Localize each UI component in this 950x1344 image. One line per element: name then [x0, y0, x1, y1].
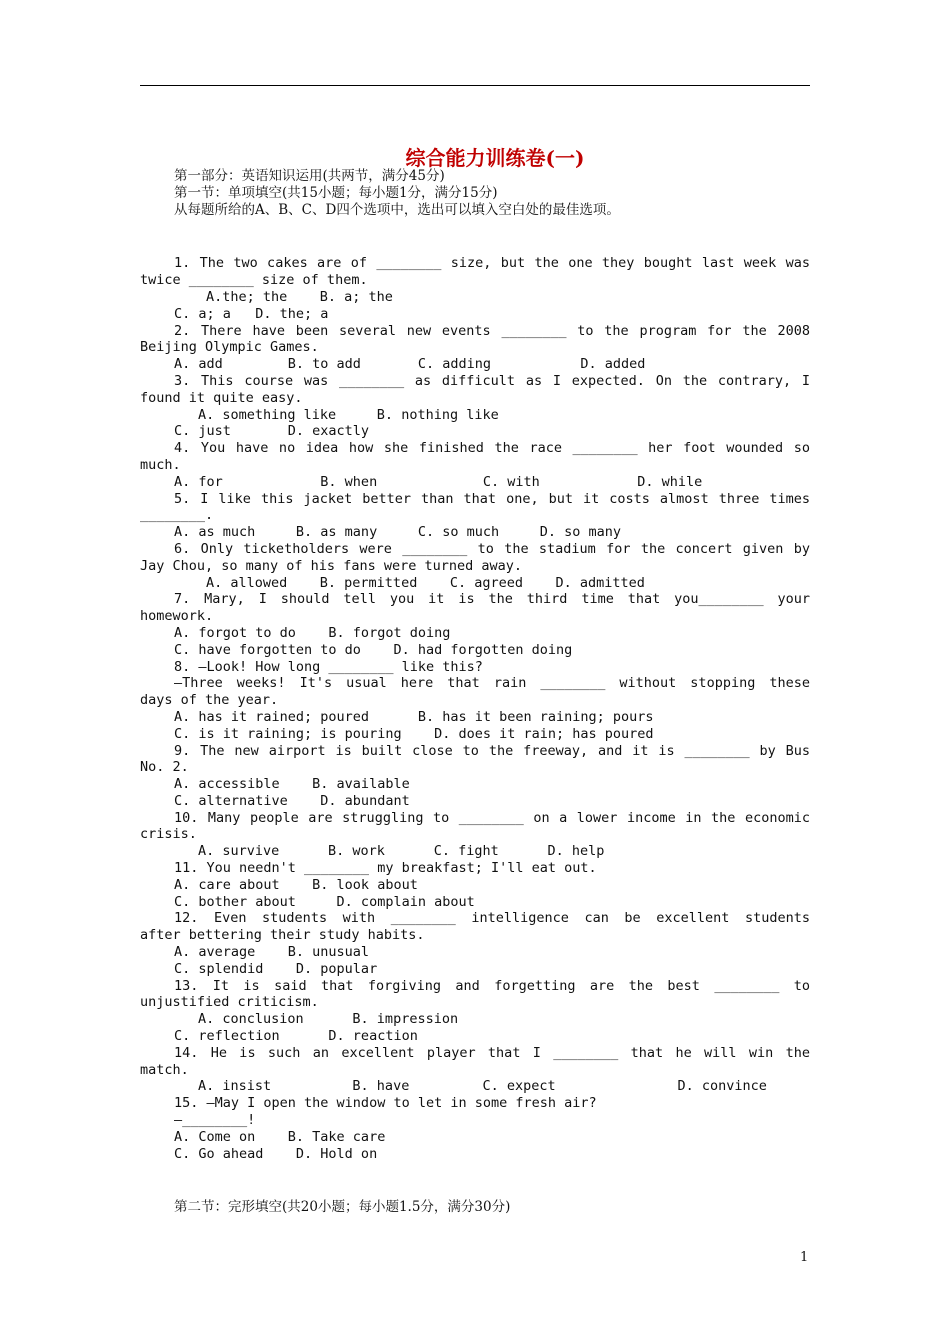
question-line: 2. There have been several new events ________ to the program for the 2008: [174, 322, 810, 339]
question-line: 9. The new airport is built close to the freeway, and it is ________ by Bus: [174, 742, 810, 759]
question-line: 11. You needn't ________ my breakfast; I'll eat out.: [174, 860, 597, 877]
question-line: A. Come on B. Take care: [174, 1128, 386, 1145]
question-line: 12. Even students with ________ intelligence can be excellent students: [174, 910, 810, 927]
question-line: twice ________ size of them.: [140, 272, 368, 289]
question-line: —________!: [174, 1112, 256, 1129]
question-line: 6. Only ticketholders were ________ to the stadium for the concert given by: [174, 540, 810, 557]
question-line: 10. Many people are struggling to ________ on a lower income in the economic: [174, 809, 810, 826]
question-line: A. has it rained; poured B. has it been raining; pours: [174, 708, 654, 725]
question-line: A. something like B. nothing like: [198, 406, 499, 423]
question-line: found it quite easy.: [140, 389, 303, 406]
instruction: 从每题所给的A、B、C、D四个选项中，选出可以填入空白处的最佳选项。: [174, 201, 620, 218]
exam-content: [140, 168, 810, 1216]
question-line: A. add B. to add C. adding D. added: [174, 356, 646, 373]
question-line: days of the year.: [140, 692, 279, 709]
question-line: C. have forgotten to do D. had forgotten doing: [174, 641, 573, 658]
question-line: C. is it raining; is pouring D. does it rain; has poured: [174, 725, 654, 742]
question-line: 14. He is such an excellent player that I ________ that he will win the: [174, 1044, 810, 1061]
page-title: 综合能力训练卷(一): [405, 146, 585, 170]
page-number: 1: [800, 1250, 809, 1265]
question-line: No. 2.: [140, 759, 189, 776]
question-line: A. as much B. as many C. so much D. so many: [174, 524, 622, 541]
question-line: A. survive B. work C. fight D. help: [198, 843, 605, 860]
question-line: ________.: [140, 507, 214, 524]
question-line: A. for B. when C. with D. while: [174, 473, 703, 490]
question-line: —Three weeks! It's usual here that rain ________ without stopping these: [174, 675, 810, 692]
question-line: unjustified criticism.: [140, 994, 319, 1011]
question-line: C. a; a D. the; a: [174, 305, 329, 322]
header-rule: [140, 85, 810, 86]
question-list: [140, 255, 810, 1162]
question-line: A. conclusion B. impression: [198, 1011, 459, 1028]
question-line: 7. Mary, I should tell you it is the third time that you________ your: [174, 591, 810, 608]
question-line: A. forgot to do B. forgot doing: [174, 624, 451, 641]
question-line: C. alternative D. abundant: [174, 792, 410, 809]
spacer: [140, 218, 810, 255]
question-line: 8. —Look! How long ________ like this?: [174, 658, 483, 675]
question-line: crisis.: [140, 826, 197, 843]
question-line: Beijing Olympic Games.: [140, 339, 319, 356]
question-line: C. just D. exactly: [174, 423, 370, 440]
question-line: 15. —May I open the window to let in some fresh air?: [174, 1095, 597, 1112]
question-line: 4. You have no idea how she finished the race ________ her foot wounded so: [174, 440, 810, 457]
question-line: after bettering their study habits.: [140, 927, 425, 944]
question-line: Jay Chou, so many of his fans were turned away.: [140, 557, 523, 574]
question-line: 1. The two cakes are of ________ size, but the one they bought last week was: [174, 255, 810, 272]
question-line: match.: [140, 1061, 189, 1078]
part-heading: 第一部分：英语知识运用(共两节，满分45分): [174, 168, 445, 184]
question-line: C. bother about D. complain about: [174, 893, 475, 910]
question-line: homework.: [140, 608, 214, 625]
question-line: A. average B. unusual: [174, 944, 370, 961]
question-line: A. insist B. have C. expect D. convince: [198, 1078, 767, 1095]
question-line: C. reflection D. reaction: [174, 1028, 418, 1045]
question-line: C. Go ahead D. Hold on: [174, 1145, 378, 1162]
question-line: A. care about B. look about: [174, 876, 418, 893]
question-line: A. allowed B. permitted C. agreed D. admitted: [206, 574, 645, 591]
section-heading: 第一节：单项填空(共15小题；每小题1分，满分15分): [174, 184, 498, 201]
question-line: A.the; the B. a; the: [206, 288, 393, 305]
question-line: much.: [140, 456, 181, 473]
spacer: [140, 1162, 810, 1199]
question-line: C. splendid D. popular: [174, 960, 378, 977]
question-line: 13. It is said that forgiving and forgetting are the best ________ to: [174, 977, 810, 994]
question-line: 3. This course was ________ as difficult as I expected. On the contrary, I: [174, 372, 810, 389]
question-line: A. accessible B. available: [174, 776, 410, 793]
question-line: 5. I like this jacket better than that one, but it costs almost three times: [174, 490, 810, 507]
section2-heading: 第二节：完形填空(共20小题；每小题1.5分，满分30分): [174, 1199, 511, 1216]
